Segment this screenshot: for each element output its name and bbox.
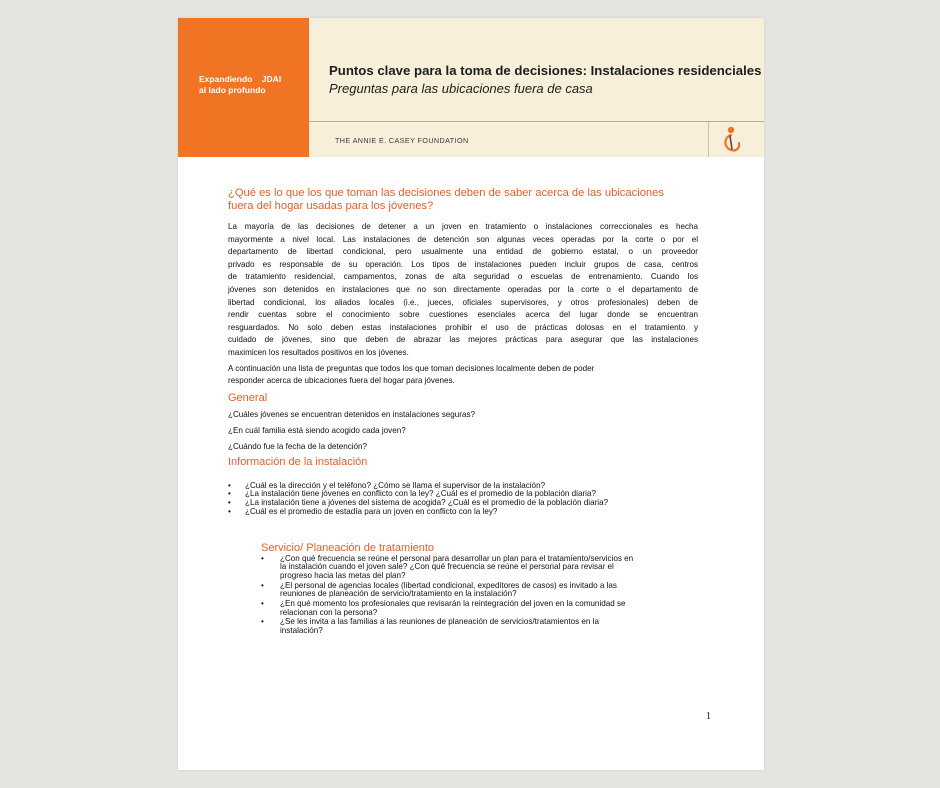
list-item: • ¿Cuál es la dirección y el teléfono? ¿Cómo se llama el supervisor de la instalación? [228,480,546,490]
treatment-list [261,555,698,636]
paragraph-line: responder acerca de ubicaciones fuera del hogar para jóvenes. [228,376,455,386]
intro-paragraph-2 [228,363,698,388]
list-item-line: ¿El personal de agencias locales (libertad condicional, expeditores de casos) es invitado a las [280,580,617,590]
intro-paragraph [228,221,698,360]
list-item-line: instalación? [280,626,323,636]
paragraph-line: privado es responsable de su operación. Los tipos de instalaciones pueden incluir grupos de casa, centros [228,259,698,269]
paragraph-line: resguardados. No solo deben estas instalaciones prohibir el uso de prácticas dolosas en el tratamiento y [228,322,698,332]
general-heading: General [228,391,268,404]
casey-foundation-logo-icon [720,125,742,153]
paragraph-line: rendir cuentas sobre el conocimiento sobre cuestiones esenciales acerca del lugar donde se encuentran [228,310,698,320]
general-question: ¿Cuáles jóvenes se encuentran detenidos en instalaciones seguras? [228,409,476,419]
document-subtitle: Preguntas para las ubicaciones fuera de casa [329,81,593,96]
paragraph-line: de tratamiento residencial, campamentos, zonas de alta seguridad o escuelas de entrenamiento. Cuando los [228,272,698,282]
treatment-section [261,542,698,636]
general-question: ¿En cuál familia está siendo acogido cada joven? [228,425,406,435]
facility-list [228,482,698,517]
list-item: • ¿El personal de agencias locales (libertad condicional, expeditores de casos) es invitado a las reuniones de planeación de servicio/tratamiento en la instalación? [261,582,698,599]
paragraph-line: maximicen los resultados positivos en los jóvenes. [228,347,409,357]
list-item-line: ¿Con qué frecuencia se reúne el personal para desarrollar un plan para el tratamiento/servicios en [280,553,634,563]
paragraph-line: La mayoría de las decisiones de detener a un joven en tratamiento o instalaciones correccionales es hecha [228,222,698,231]
list-item-line: relacionan con la persona? [280,607,378,617]
intro-heading [228,187,698,213]
list-item: • ¿La instalación tiene a jóvenes del sistema de acogida? ¿Cuál es el promedio de la población diaria? [228,498,609,508]
list-item-line: la instalación cuando el joven sale? ¿Con qué frecuencia se reúne el personal para revisar el [280,562,614,572]
paragraph-line: A continuación una lista de preguntas que todos los que toman decisiones localmente deben de poder [228,363,595,373]
document-body [228,187,698,637]
list-item: • ¿Se les invita a las familias a las reuniones de planeación de servicios/tratamientos en la instalación? [261,618,698,635]
title-banner [309,18,764,157]
general-questions [228,410,698,452]
page-number: 1 [706,711,711,722]
facility-heading: Información de la instalación [228,455,368,468]
list-item: • ¿Cuál es el promedio de estadía para un joven en conflicto con la ley? [228,506,498,516]
treatment-heading: Servicio/ Planeación de tratamiento [261,541,435,554]
brand-banner [178,18,309,157]
document-title: Puntos clave para la toma de decisiones: Instalaciones residenciales [329,63,762,78]
list-item-line: progreso hacia las metas del plan? [280,570,406,580]
list-item-line: ¿En qué momento los profesionales que revisarán la reintegración del joven en la comunidad se [280,599,626,609]
header-rule [309,121,764,122]
document-page [178,18,764,770]
paragraph-line: mayormente a nivel local. Las instalaciones de detención son algunas veces operadas por la corte o por el [228,234,698,244]
intro-heading-line: fuera del hogar usadas para los jóvenes? [228,200,434,212]
list-item: • ¿En qué momento los profesionales que revisarán la reintegración del joven en la comunidad se relacionan con la persona? [261,600,698,617]
list-item-line: ¿Se les invita a las familias a las reuniones de planeación de servicios/tratamientos en la [280,617,599,627]
paragraph-line: libertad condicional, los aliados locales (i.e., jueces, oficiales supervisores, y otros profesionales) deben de [228,297,698,307]
paragraph-line: cuidado de jóvenes, sino que deben de abrazar las mejores prácticas para asegurar que las instalaciones [228,335,698,345]
foundation-name: THE ANNIE E. CASEY FOUNDATION [335,136,469,145]
paragraph-line: jóvenes son detenidos en instalaciones que no son directamente operadas por la corte o el departamento de [228,284,698,294]
paragraph-line: departamento de libertad condicional, pero usualmente una entidad de gobierno estatal, o un proveedor [228,247,698,257]
general-question: ¿Cuándo fue la fecha de la detención? [228,441,368,451]
header-divider [708,122,709,157]
brand-line-1: Expandiendo JDAI [199,74,282,84]
list-item: • ¿Con qué frecuencia se reúne el personal para desarrollar un plan para el tratamiento/servicios en la instalación cuando el joven sale? ¿Con qué frecuencia se reúne el personal para revisar el progreso hacia las metas del plan? [261,555,698,581]
brand-line-2: al lado profundo [199,85,266,95]
intro-heading-line: ¿Qué es lo que los que toman las decisiones deben de saber acerca de las ubicaciones [228,187,664,199]
brand-title [199,74,281,96]
list-item-line: reuniones de planeación de servicio/tratamiento en la instalación? [280,589,517,599]
list-item: • ¿La instalación tiene jóvenes en conflicto con la ley? ¿Cuál es el promedio de la población diaria? [228,489,596,499]
